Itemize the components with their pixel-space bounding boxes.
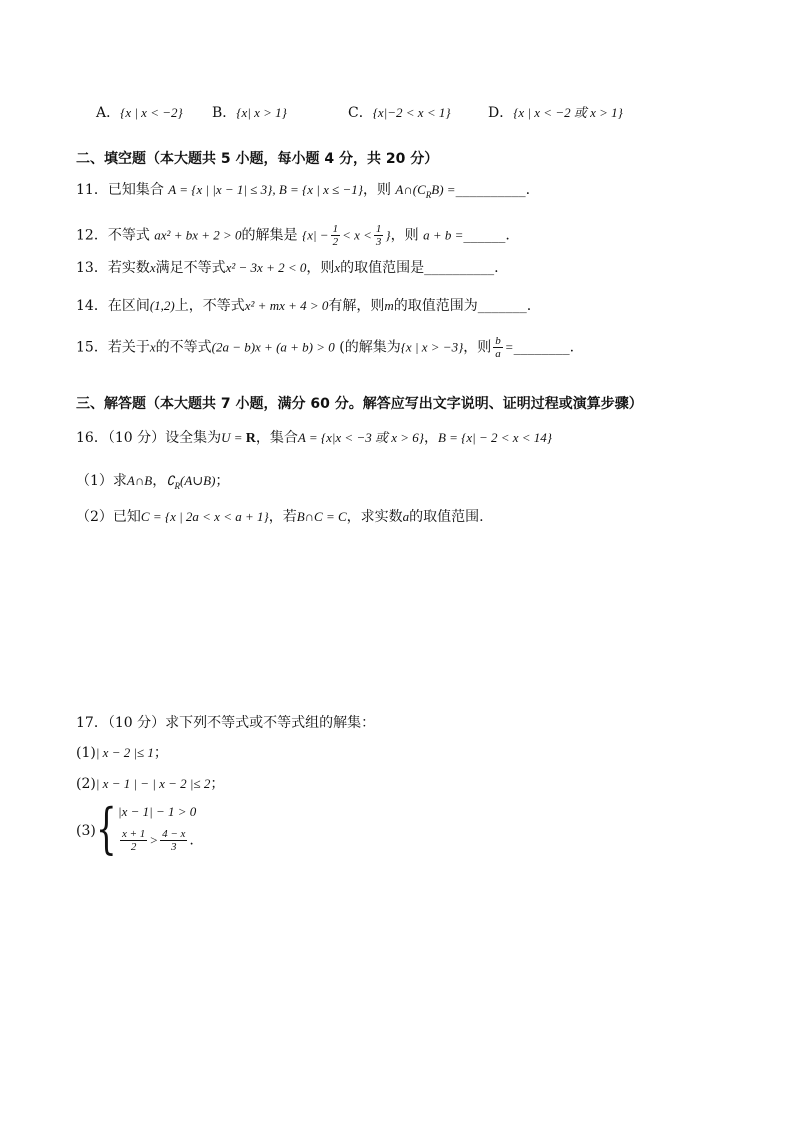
option-c-label: C． <box>348 105 373 121</box>
option-a <box>96 102 183 122</box>
q15-blank: ________ <box>513 339 570 356</box>
q16-p2-text-2: ，求实数 <box>346 509 403 525</box>
q11-math-1: A = {x | |x − 1| ≤ 3}, B = {x | x ≤ −1} <box>168 182 363 197</box>
q11-text-1: 已知集合 <box>107 182 164 198</box>
q13-text-3: ，则 <box>306 260 335 276</box>
q16-part-2 <box>76 507 484 527</box>
q15-math-4: = <box>504 339 514 355</box>
q15-text-4: ，则 <box>463 339 492 356</box>
q12-text-1: 不等式 <box>107 227 150 244</box>
q15-text-3: (的解集为 <box>334 339 401 356</box>
q15-math-3: {x | x > −3} <box>400 339 464 355</box>
q17-fraction-2: $\frac{4 - x}{3}$ <box>162 828 186 853</box>
q12-math-2c: } <box>385 227 391 243</box>
q12-math-2b: < x < <box>342 227 372 243</box>
question-13 <box>76 258 499 278</box>
option-a-label: A． <box>96 105 121 121</box>
q15-math-1: x <box>149 339 156 355</box>
q12-fraction-2: $\frac{1}{3}$ <box>375 223 382 248</box>
q16-p1-math-2: ∁ <box>166 473 175 488</box>
section-3-title: 三、解答题（本大题共 7 小题，满分 60 分。解答应写出文字说明、证明过程或演算步骤） <box>76 396 643 412</box>
q14-number: 14． <box>76 298 108 314</box>
question-11 <box>76 180 530 205</box>
q11-subscript: R <box>425 189 432 200</box>
q12-math-3: a + b = <box>423 227 464 243</box>
option-c <box>348 102 451 122</box>
q15-text-1: 若关于 <box>107 339 150 356</box>
q14-text-1: 在区间 <box>107 298 150 314</box>
q17-part-3-system <box>96 797 216 862</box>
q16-part-1 <box>76 471 229 496</box>
q12-number: 12． <box>76 227 108 244</box>
q14-text-2: 上，不等式 <box>174 298 245 314</box>
q14-math-3: m <box>384 298 394 313</box>
q16-text-3: ， <box>423 430 438 446</box>
q13-text-4: 的取值范围是 <box>340 260 425 276</box>
q13-math-3: x <box>334 260 341 275</box>
question-16 <box>76 428 552 449</box>
q16-p1-math-1: A∩B <box>126 473 153 488</box>
option-d <box>488 102 623 122</box>
option-b-value: {x| x > 1} <box>236 105 287 120</box>
q12-math-2a: {x| − <box>302 227 329 243</box>
q16-p2-label: （2）已知 <box>76 509 141 525</box>
q17-p2-end: ； <box>210 776 225 792</box>
q16-p1-text: ， <box>152 473 167 489</box>
section-2-title: 二、填空题（本大题共 5 小题，每小题 4 分，共 20 分） <box>76 151 439 167</box>
q17-part-2 <box>76 774 224 794</box>
option-d-value: {x | x < −2 或 x > 1} <box>513 105 623 120</box>
q14-math-2: x² + mx + 4 > 0 <box>244 298 329 313</box>
q17-p1-label: (1) <box>76 745 96 761</box>
q14-text-3: 有解，则 <box>328 298 385 314</box>
q16-bold-r: R <box>245 431 256 446</box>
q15-end: . <box>569 339 575 356</box>
q14-blank: _______ <box>477 298 527 314</box>
q16-math-2: A = {x|x < −3 或 x > 6} <box>297 430 424 445</box>
q13-number: 13． <box>76 260 108 276</box>
q14-end: . <box>526 298 532 314</box>
q15-number: 15． <box>76 339 108 356</box>
option-b-label: B． <box>212 105 237 121</box>
q13-math-1: x <box>149 260 156 275</box>
q16-p1-subscript: R <box>174 480 180 491</box>
q14-text-4: 的取值范围为 <box>393 298 478 314</box>
q17-p3-end: . <box>189 832 194 849</box>
q17-text-1: 求下列不等式或不等式组的解集： <box>165 715 376 731</box>
q12-fraction-1: $\frac{1}{2}$ <box>332 223 339 248</box>
option-d-label: D． <box>488 105 514 121</box>
q11-end: . <box>525 182 531 198</box>
q17-part-3-label: (3) <box>76 823 96 839</box>
q16-p2-math-2: B∩C = C <box>296 509 347 524</box>
q17-system-row-2 <box>118 828 194 853</box>
q13-math-2: x² − 3x + 2 < 0 <box>225 260 307 275</box>
q11-number: 11． <box>76 182 108 198</box>
q15-fraction: $\frac{b}{a}$ <box>495 335 501 360</box>
q17-part-1 <box>76 743 168 763</box>
q16-p1-math-3: (A∪B) <box>179 473 216 488</box>
q16-p1-end: ； <box>215 473 230 489</box>
q17-p1-math: | x − 2 |≤ 1 <box>95 745 154 760</box>
q16-math-3: B = {x| − 2 < x < 14} <box>437 430 553 445</box>
question-12 <box>76 223 510 248</box>
q13-end: . <box>494 260 499 276</box>
q16-text-1: 设全集为 <box>165 430 222 446</box>
q17-p1-end: ； <box>153 745 168 761</box>
q15-math-2: (2a − b)x + (a + b) > 0 <box>211 339 335 355</box>
q16-p2-math-1: C = {x | 2a < x < a + 1} <box>140 509 269 524</box>
q12-end: . <box>505 227 510 244</box>
q13-blank: __________ <box>424 260 495 276</box>
q17-gt: > <box>149 832 159 848</box>
q12-text-2: 的解集是 <box>241 227 298 244</box>
q12-blank: ______ <box>463 227 506 244</box>
q16-p1-label: （1）求 <box>76 473 127 489</box>
option-a-value: {x | x < −2} <box>120 105 183 120</box>
q11-blank: __________ <box>455 182 526 198</box>
q11-text-2: ，则 <box>362 182 391 198</box>
q16-p2-math-3: a <box>402 509 410 524</box>
q17-p2-math: | x − 1 | − | x − 2 |≤ 2 <box>95 776 211 791</box>
q17-system-row-1: |x − 1| − 1 > 0 <box>118 804 197 819</box>
question-17 <box>76 713 375 733</box>
q14-math-1: (1,2) <box>149 298 175 313</box>
q13-text-2: 满足不等式 <box>155 260 226 276</box>
q16-text-2: ，集合 <box>255 430 298 446</box>
q11-math-2: A∩(C <box>395 182 426 197</box>
q16-p2-text-1: ，若 <box>268 509 297 525</box>
question-15 <box>76 335 574 360</box>
q17-number: 17．（10 分） <box>76 715 166 731</box>
q16-number: 16．（10 分） <box>76 430 166 446</box>
option-b <box>212 102 287 122</box>
q15-text-2: 的不等式 <box>155 339 212 356</box>
q16-p2-text-3: 的取值范围. <box>409 509 484 525</box>
q17-left-brace: { <box>96 797 117 860</box>
q11-math-3: B) = <box>431 182 456 197</box>
q12-text-3: ，则 <box>390 227 419 244</box>
question-14 <box>76 296 531 316</box>
q12-math-1: ax² + bx + 2 > 0 <box>154 227 242 243</box>
q17-fraction-1: $\frac{x + 1}{2}$ <box>122 828 146 853</box>
q17-p2-label: (2) <box>76 776 96 792</box>
q16-math-1: U = <box>221 430 246 445</box>
option-c-value: {x|−2 < x < 1} <box>372 105 451 120</box>
q13-text-1: 若实数 <box>107 260 150 276</box>
